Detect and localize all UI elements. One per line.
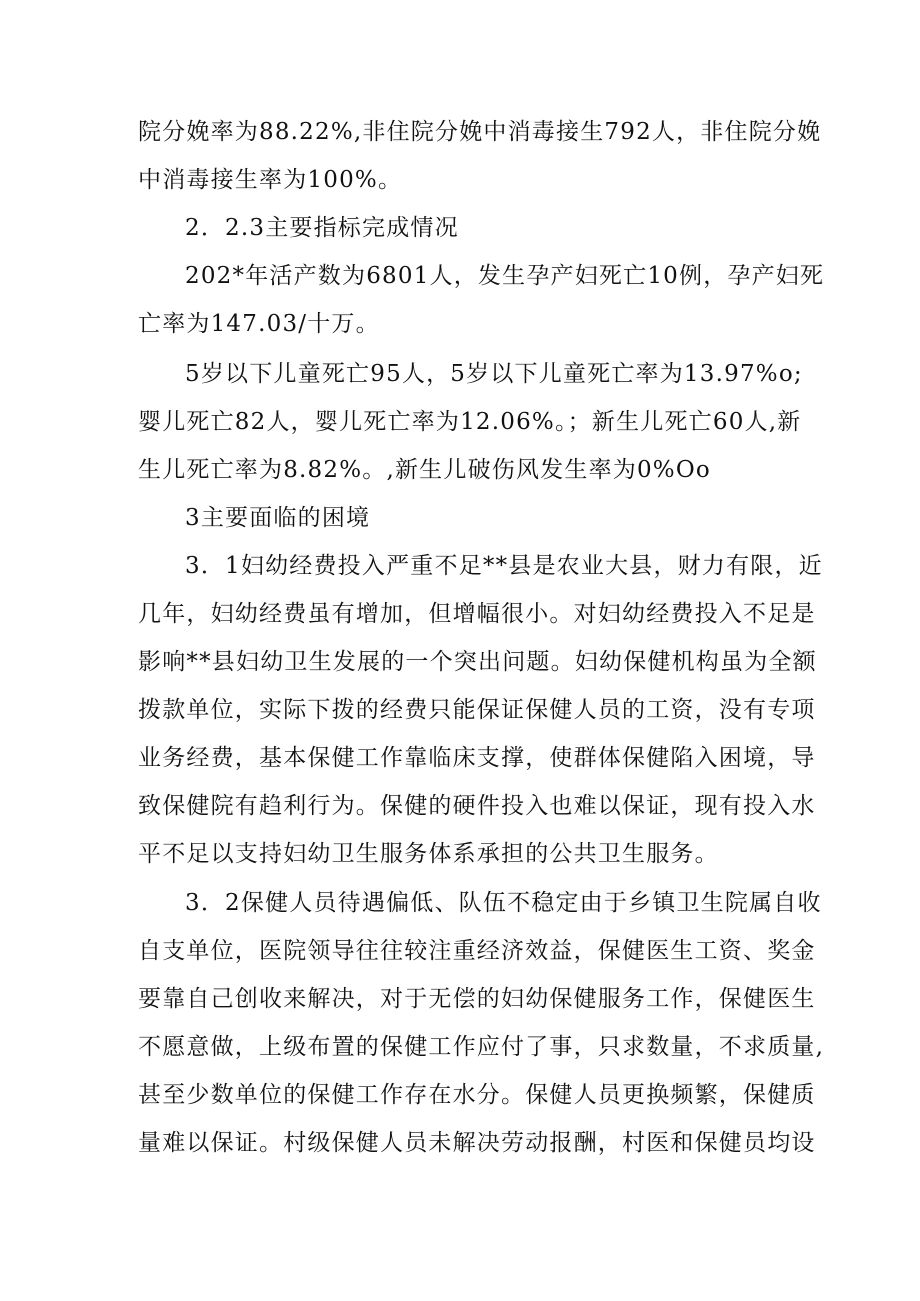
paragraph-line: 亡率为147.03/十万。 [138,311,380,337]
paragraph-line: 平不足以支持妇幼卫生服务体系承担的公共卫生服务。 [138,841,719,867]
paragraph-line: 院分娩率为88.22%,非住院分娩中消毒接生792人，非住院分娩 [138,119,822,145]
paragraph-line: 202*年活产数为6801人，发生孕产妇死亡10例，孕产妇死 [185,263,825,289]
paragraph-line: 影响**县妇幼卫生发展的一个突出问题。妇幼保健机构虽为全额 [138,649,817,675]
paragraph-line: 5岁以下儿童死亡95人，5岁以下儿童死亡率为13.97%o; [185,361,803,387]
paragraph-line: 婴儿死亡82人，婴儿死亡率为12.06%。；新生儿死亡60人,新 [138,409,802,435]
section-heading: 3主要面临的困境 [185,505,371,531]
paragraph-line: 自支单位，医院领导往往较注重经济效益，保健医生工资、奖金 [138,938,816,964]
section-heading: 2．2.3主要指标完成情况 [185,215,459,241]
paragraph-line: 3．1妇幼经费投入严重不足**县是农业大县，财力有限，近 [185,553,823,579]
paragraph-line: 生儿死亡率为8.82%。,新生儿破伤风发生率为0%Oo [138,457,711,483]
paragraph-line: 致保健院有趋利行为。保健的硬件投入也难以保证，现有投入水 [138,793,816,819]
paragraph-line: 量难以保证。村级保健人员未解决劳动报酬，村医和保健员均设 [138,1130,816,1156]
paragraph-line: 中消毒接生率为100%。 [138,167,403,193]
paragraph-line: 3．2保健人员待遇偏低、队伍不稳定由于乡镇卫生院属自收 [185,890,822,916]
paragraph-line: 甚至少数单位的保健工作存在水分。保健人员更换频繁，保健质 [138,1082,816,1108]
paragraph-line: 几年，妇幼经费虽有增加，但增幅很小。对妇幼经费投入不足是 [138,601,816,627]
paragraph-line: 不愿意做，上级布置的保健工作应付了事，只求数量，不求质量, [138,1034,825,1060]
paragraph-line: 拨款单位，实际下拨的经费只能保证保健人员的工资，没有专项 [138,697,816,723]
paragraph-line: 业务经费，基本保健工作靠临床支撑，使群体保健陷入困境，导 [138,745,816,771]
paragraph-line: 要靠自己创收来解决，对于无偿的妇幼保健服务工作，保健医生 [138,986,816,1012]
